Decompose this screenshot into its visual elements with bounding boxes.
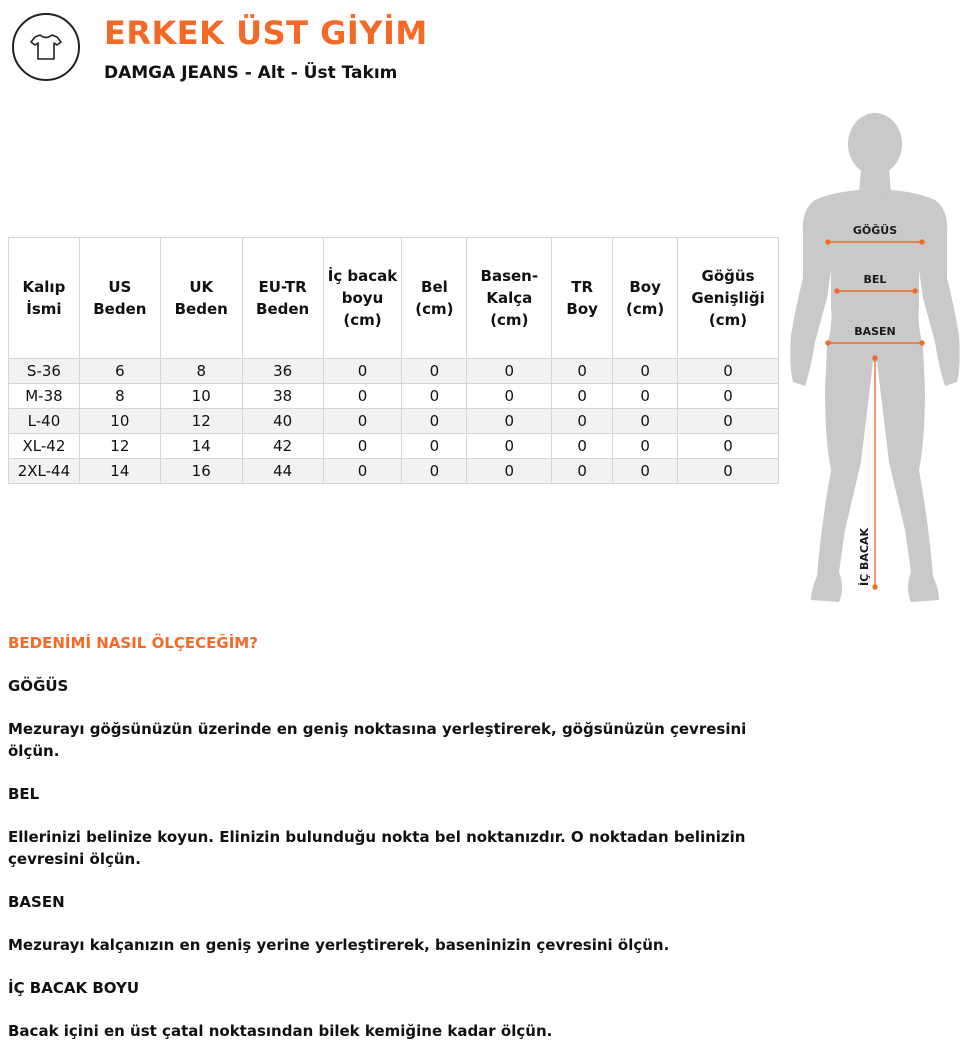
table-cell: 0 [402,434,467,459]
hip-label: BASEN [854,325,896,338]
table-cell: 0 [467,359,552,384]
guide-section-text: Mezurayı kalçanızın en geniş yerine yerleştirerek, baseninizin çevresini ölçün. [8,936,670,954]
hip-line-start [826,341,830,345]
table-cell: 0 [467,434,552,459]
page-title: ERKEK ÜST GİYİM [104,14,428,52]
table-cell: 0 [613,384,678,409]
table-cell: 6 [79,359,160,384]
column-header: Bel (cm) [402,238,467,359]
table-cell: 0 [552,384,613,409]
table-cell: 16 [160,459,242,484]
table-cell: 0 [467,409,552,434]
table-cell: 8 [160,359,242,384]
table-cell: 0 [402,384,467,409]
column-header: Basen-Kalça (cm) [467,238,552,359]
body-measurement-figure [789,110,961,606]
table-cell: 12 [160,409,242,434]
hip-line-end [920,341,924,345]
table-cell: 14 [79,459,160,484]
table-cell: 0 [402,459,467,484]
table-cell: 0 [552,359,613,384]
table-cell: 12 [79,434,160,459]
logo-badge [12,13,80,81]
table-cell: 0 [613,459,678,484]
table-cell: 0 [402,409,467,434]
guide-section-label: BEL [8,785,40,803]
table-cell: XL-42 [9,434,80,459]
table-cell: 0 [678,409,779,434]
table-cell: 36 [242,359,323,384]
table-header-row [9,238,779,359]
guide-section-label: İÇ BACAK BOYU [8,979,140,997]
table-cell: 0 [467,384,552,409]
guide-section-label: GÖĞÜS [8,677,69,695]
table-cell: 40 [242,409,323,434]
inseam-line-end [873,585,877,589]
tshirt-icon [29,32,63,62]
guide-section-text: Mezurayı göğsünüzün üzerinde en geniş noktasına yerleştirerek, göğsünüzün çevresini ölçün. [8,720,747,760]
table-cell: 0 [323,434,402,459]
column-header: UK Beden [160,238,242,359]
waist-line-start [835,289,839,293]
table-row [9,384,779,409]
table-cell: 0 [678,384,779,409]
guide-section-label: BASEN [8,893,65,911]
table-cell: 0 [613,434,678,459]
table-cell: 0 [323,384,402,409]
table-cell: 0 [552,434,613,459]
chest-label: GÖĞÜS [852,224,898,237]
table-cell: 0 [402,359,467,384]
table-cell: 42 [242,434,323,459]
column-header: EU-TR Beden [242,238,323,359]
table-cell: 0 [613,359,678,384]
table-cell: 0 [552,459,613,484]
guide-section-text: Ellerinizi belinize koyun. Elinizin bulunduğu nokta bel noktanızdır. O noktadan belinizin çevresini ölçün. [8,828,746,868]
table-cell: 14 [160,434,242,459]
table-cell: 0 [613,409,678,434]
column-header: US Beden [79,238,160,359]
table-cell: 0 [323,359,402,384]
table-cell: 0 [323,409,402,434]
column-header: TR Boy [552,238,613,359]
table-cell: 0 [467,459,552,484]
column-header: İç bacak boyu (cm) [323,238,402,359]
table-cell: 38 [242,384,323,409]
table-cell: 0 [323,459,402,484]
table-cell: 10 [79,409,160,434]
guide-heading: BEDENİMİ NASIL ÖLÇECEĞİM? [8,634,258,652]
table-cell: S-36 [9,359,80,384]
table-row [9,434,779,459]
column-header: Göğüs Genişliği (cm) [678,238,779,359]
table-cell: 0 [678,434,779,459]
inseam-label: İÇ BACAK [858,527,871,587]
chest-line-end [920,240,924,244]
table-cell: L-40 [9,409,80,434]
measurement-guide [8,632,798,1063]
table-cell: 0 [678,359,779,384]
inseam-line-start [873,356,877,360]
table-cell: 10 [160,384,242,409]
column-header: Boy (cm) [613,238,678,359]
table-cell: 0 [552,409,613,434]
size-table [8,237,779,484]
waist-label: BEL [863,273,887,286]
table-row [9,409,779,434]
table-cell: 8 [79,384,160,409]
chest-line-start [826,240,830,244]
guide-section-text: Bacak içini en üst çatal noktasından bilek kemiğine kadar ölçün. [8,1022,553,1040]
table-cell: 44 [242,459,323,484]
waist-line-end [913,289,917,293]
table-row [9,459,779,484]
table-cell: 2XL-44 [9,459,80,484]
table-cell: 0 [678,459,779,484]
table-cell: M-38 [9,384,80,409]
column-header: Kalıp İsmi [9,238,80,359]
page-subtitle: DAMGA JEANS - Alt - Üst Takım [104,63,398,83]
table-row [9,359,779,384]
